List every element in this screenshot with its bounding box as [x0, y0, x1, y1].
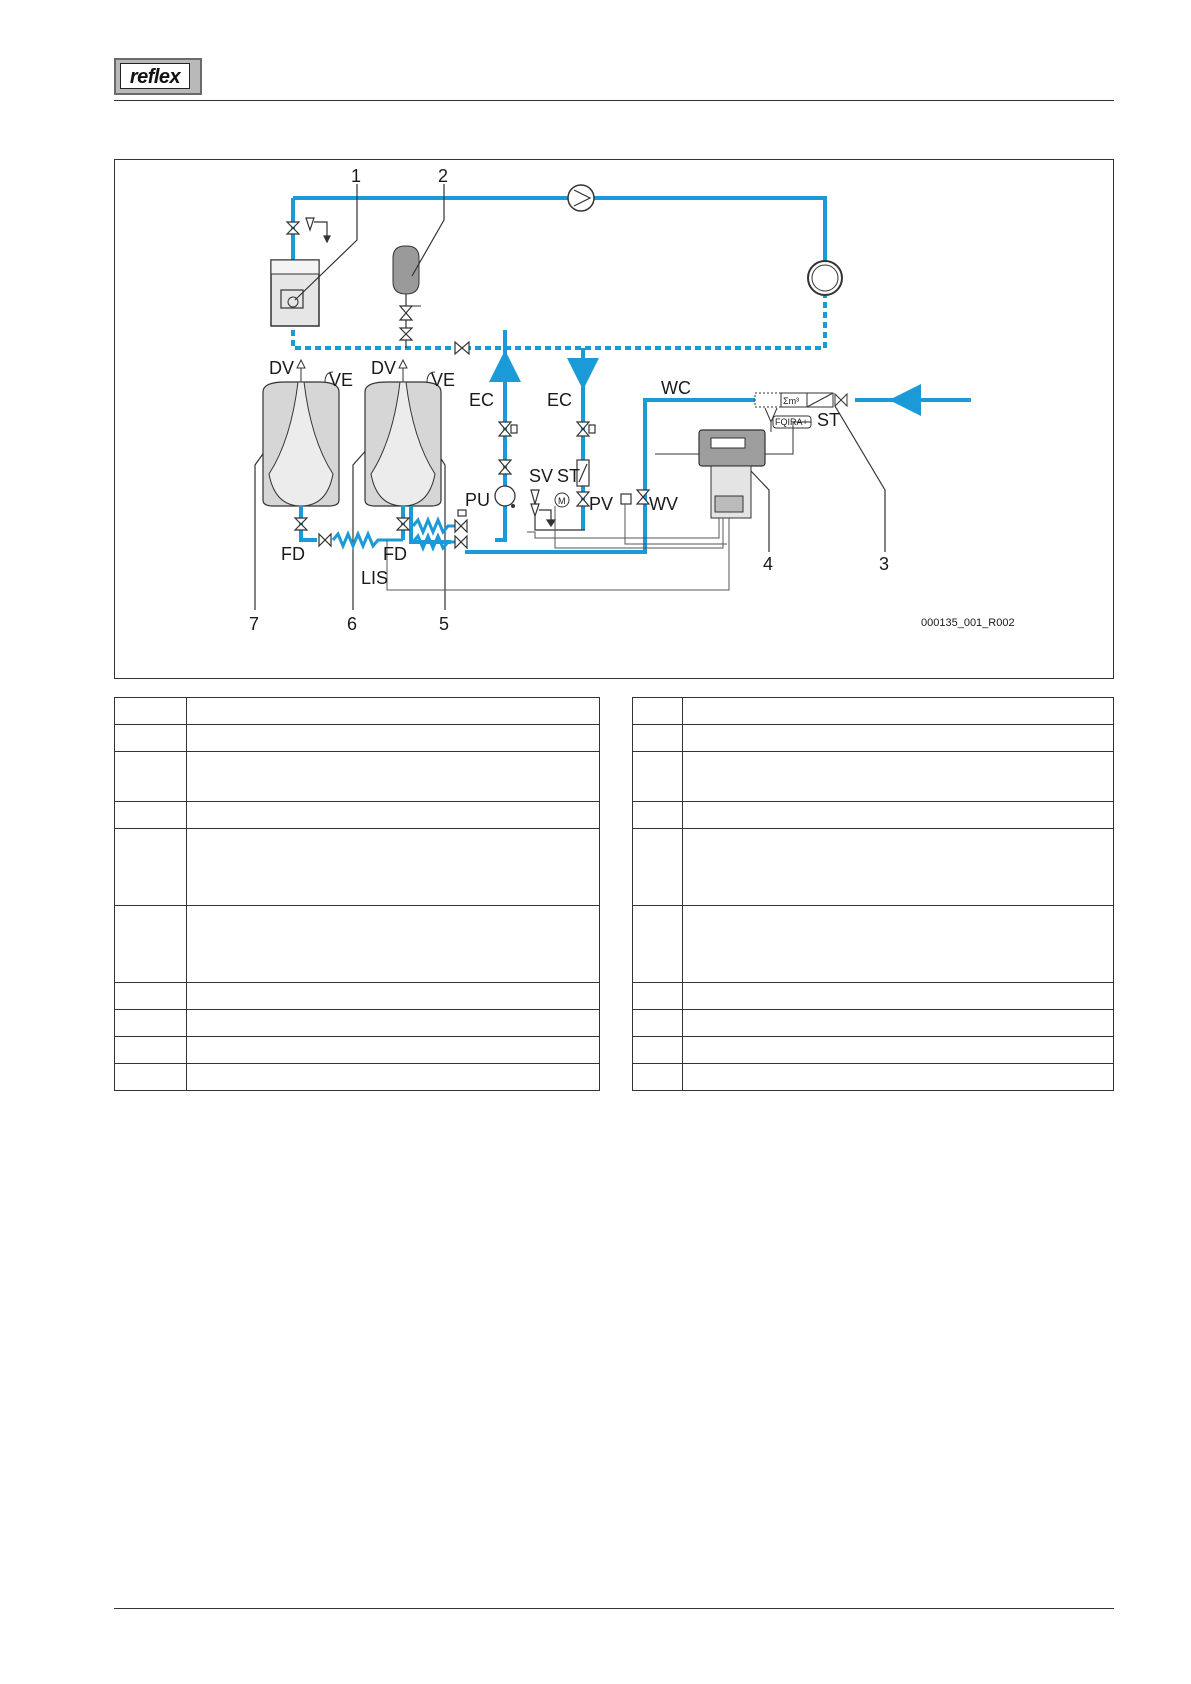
label-st-2: ST — [817, 410, 841, 430]
legend-table-left — [114, 697, 600, 1091]
label-sum-m3: Σm³ — [783, 396, 800, 406]
label-ec-2: EC — [547, 390, 573, 410]
label-fd-2: FD — [383, 544, 407, 564]
consumer-icon — [808, 261, 842, 295]
label-motor: M — [558, 496, 566, 506]
circulation-pump-icon — [568, 185, 594, 211]
vessel-7 — [263, 382, 339, 506]
vessel-6 — [365, 382, 441, 506]
label-pv: PV — [589, 494, 614, 514]
label-sv: SV — [529, 466, 554, 486]
reflex-logo — [114, 58, 202, 95]
header-rule — [114, 100, 1114, 101]
vent-icons — [297, 360, 435, 382]
logo-text: reflex — [120, 63, 190, 89]
diaphragm-vessel — [393, 246, 421, 348]
callout-4: 4 — [763, 554, 774, 574]
label-ec-1: EC — [469, 390, 495, 410]
footer-rule — [114, 1608, 1114, 1609]
callout-5: 5 — [439, 614, 450, 634]
label-fd-1: FD — [281, 544, 305, 564]
callout-3: 3 — [879, 554, 890, 574]
callout-2: 2 — [438, 166, 449, 186]
figure-id: 000135_001_R002 — [921, 617, 1015, 629]
vessel-connection-pipes — [301, 330, 705, 552]
control-unit — [699, 430, 765, 518]
legend-table-right — [632, 697, 1114, 1091]
label-ve-2: VE — [431, 370, 456, 390]
heat-generator — [271, 260, 319, 326]
label-st-1: ST — [557, 466, 581, 486]
label-pu: PU — [465, 490, 491, 510]
callout-7: 7 — [249, 614, 260, 634]
top-loop-pipe — [293, 198, 825, 270]
label-dv-2: DV — [371, 358, 397, 378]
pump-pu-icon — [495, 486, 515, 508]
label-ve-1: VE — [329, 370, 354, 390]
return-pipe-dashed — [293, 296, 825, 348]
piping-diagram — [115, 160, 1115, 680]
label-dv-1: DV — [269, 358, 295, 378]
label-fqira: FQIRA+ — [775, 417, 808, 427]
schematic-figure — [114, 159, 1114, 679]
return-valve — [455, 342, 469, 354]
callout-1: 1 — [351, 166, 362, 186]
callout-6: 6 — [347, 614, 358, 634]
label-wv: WV — [649, 494, 678, 514]
label-wc: WC — [661, 378, 691, 398]
label-lis: LIS — [361, 568, 389, 588]
